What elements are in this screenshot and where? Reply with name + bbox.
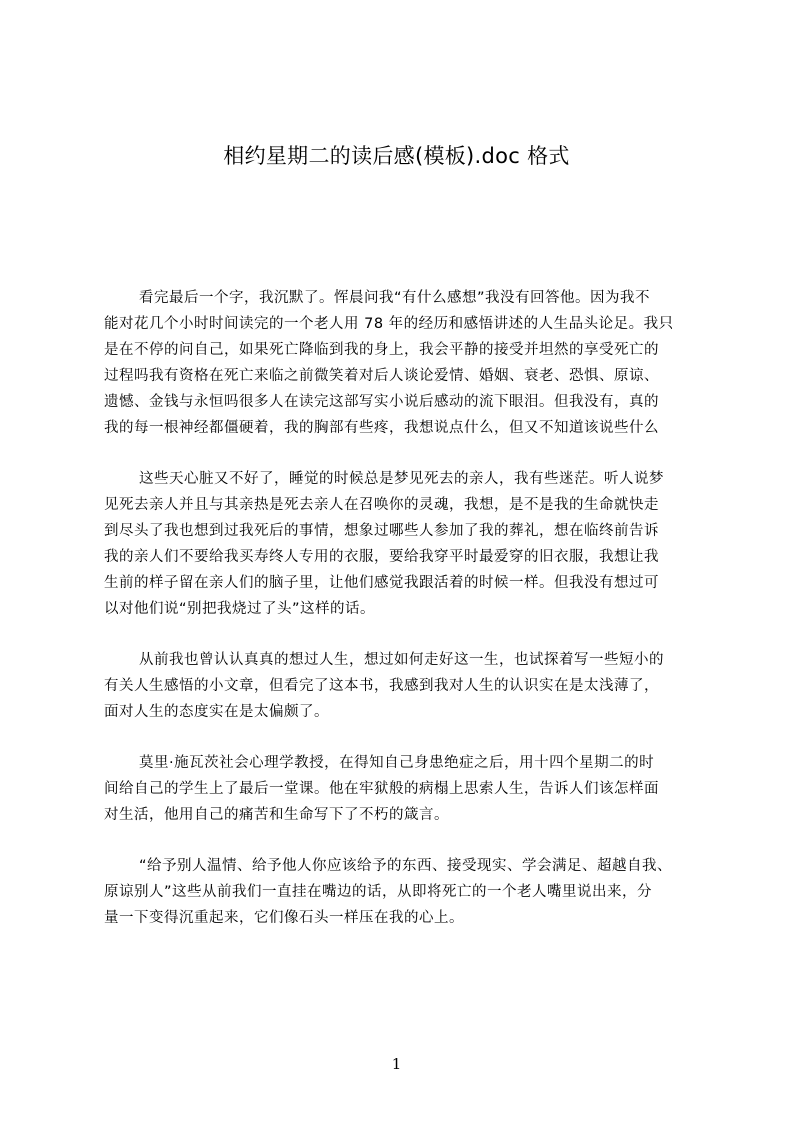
paragraph-line: 间给自己的学生上了最后一堂课。他在牢狱般的病榻上思索人生，告诉人们该怎样面 [104,781,659,797]
paragraph-5 [104,853,699,931]
paragraph-2 [104,466,699,622]
document-body [104,285,699,956]
paragraph-line: 我的亲人们不要给我买寿终人专用的衣服，要给我穿平时最爱穿的旧衣服，我想让我 [104,549,659,565]
paragraph-line: 到尽头了我也想到过我死后的事情，想象过哪些人参加了我的葬礼，想在临终前告诉 [104,523,659,539]
paragraph-line: 原谅别人”这些从前我们一直挂在嘴边的话，从即将死亡的一个老人嘴里说出来，分 [104,884,653,900]
paragraph-1 [104,285,699,441]
document-title: 相约星期二的读后感(模板).doc 格式 [223,144,570,168]
paragraph-line: 有关人生感悟的小文章，但看完了这本书，我感到我对人生的认识实在是太浅薄了， [104,678,659,694]
paragraph-line: 过程吗我有资格在死亡来临之前微笑着对后人谈论爱情、婚姻、衰老、恐惧、原谅、 [104,368,659,384]
paragraph-line: 这些天心脏又不好了，睡觉的时候总是梦见死去的亲人，我有些迷茫。听人说梦 [139,471,664,487]
paragraph-line: 是在不停的问自己，如果死亡降临到我的身上，我会平静的接受并坦然的享受死亡的 [104,342,659,358]
paragraph-line: 看完最后一个字，我沉默了。恽晨问我“有什么感想”我没有回答他。因为我不 [139,290,651,306]
paragraph-line: 从前我也曾认认真真的想过人生，想过如何走好这一生，也试探着写一些短小的 [139,652,664,668]
paragraph-line: 我的每一根神经都僵硬着，我的胸部有些疼，我想说点什么，但又不知道该说些什么 [104,420,659,436]
paragraph-line: 生前的样子留在亲人们的脑子里，让他们感觉我跟活着的时候一样。但我没有想过可 [104,575,659,591]
paragraph-line: 量一下变得沉重起来，它们像石头一样压在我的心上。 [104,910,464,926]
paragraph-line: 以对他们说“别把我烧过了头”这样的话。 [104,601,376,617]
paragraph-line: “给予别人温情、给予他人你应该给予的东西、接受现实、学会满足、超越自我、 [139,858,673,874]
paragraph-4 [104,750,699,828]
paragraph-3 [104,647,699,725]
paragraph-line: 莫里·施瓦茨社会心理学教授，在得知自己身患绝症之后，用十四个星期二的时 [139,755,655,771]
paragraph-line: 面对人生的态度实在是太偏颇了。 [104,704,329,720]
paragraph-line: 见死去亲人并且与其亲热是死去亲人在召唤你的灵魂，我想，是不是我的生命就快走 [104,497,659,513]
paragraph-line: 对生活，他用自己的痛苦和生命写下了不朽的箴言。 [104,807,449,823]
page-number: 1 [391,1055,402,1073]
paragraph-line: 遗憾、金钱与永恒吗很多人在读完这部写实小说后感动的流下眼泪。但我没有，真的 [104,394,659,410]
paragraph-line: 能对花几个小时时间读完的一个老人用 78 年的经历和感悟讲述的人生品头论足。我只 [104,316,674,332]
